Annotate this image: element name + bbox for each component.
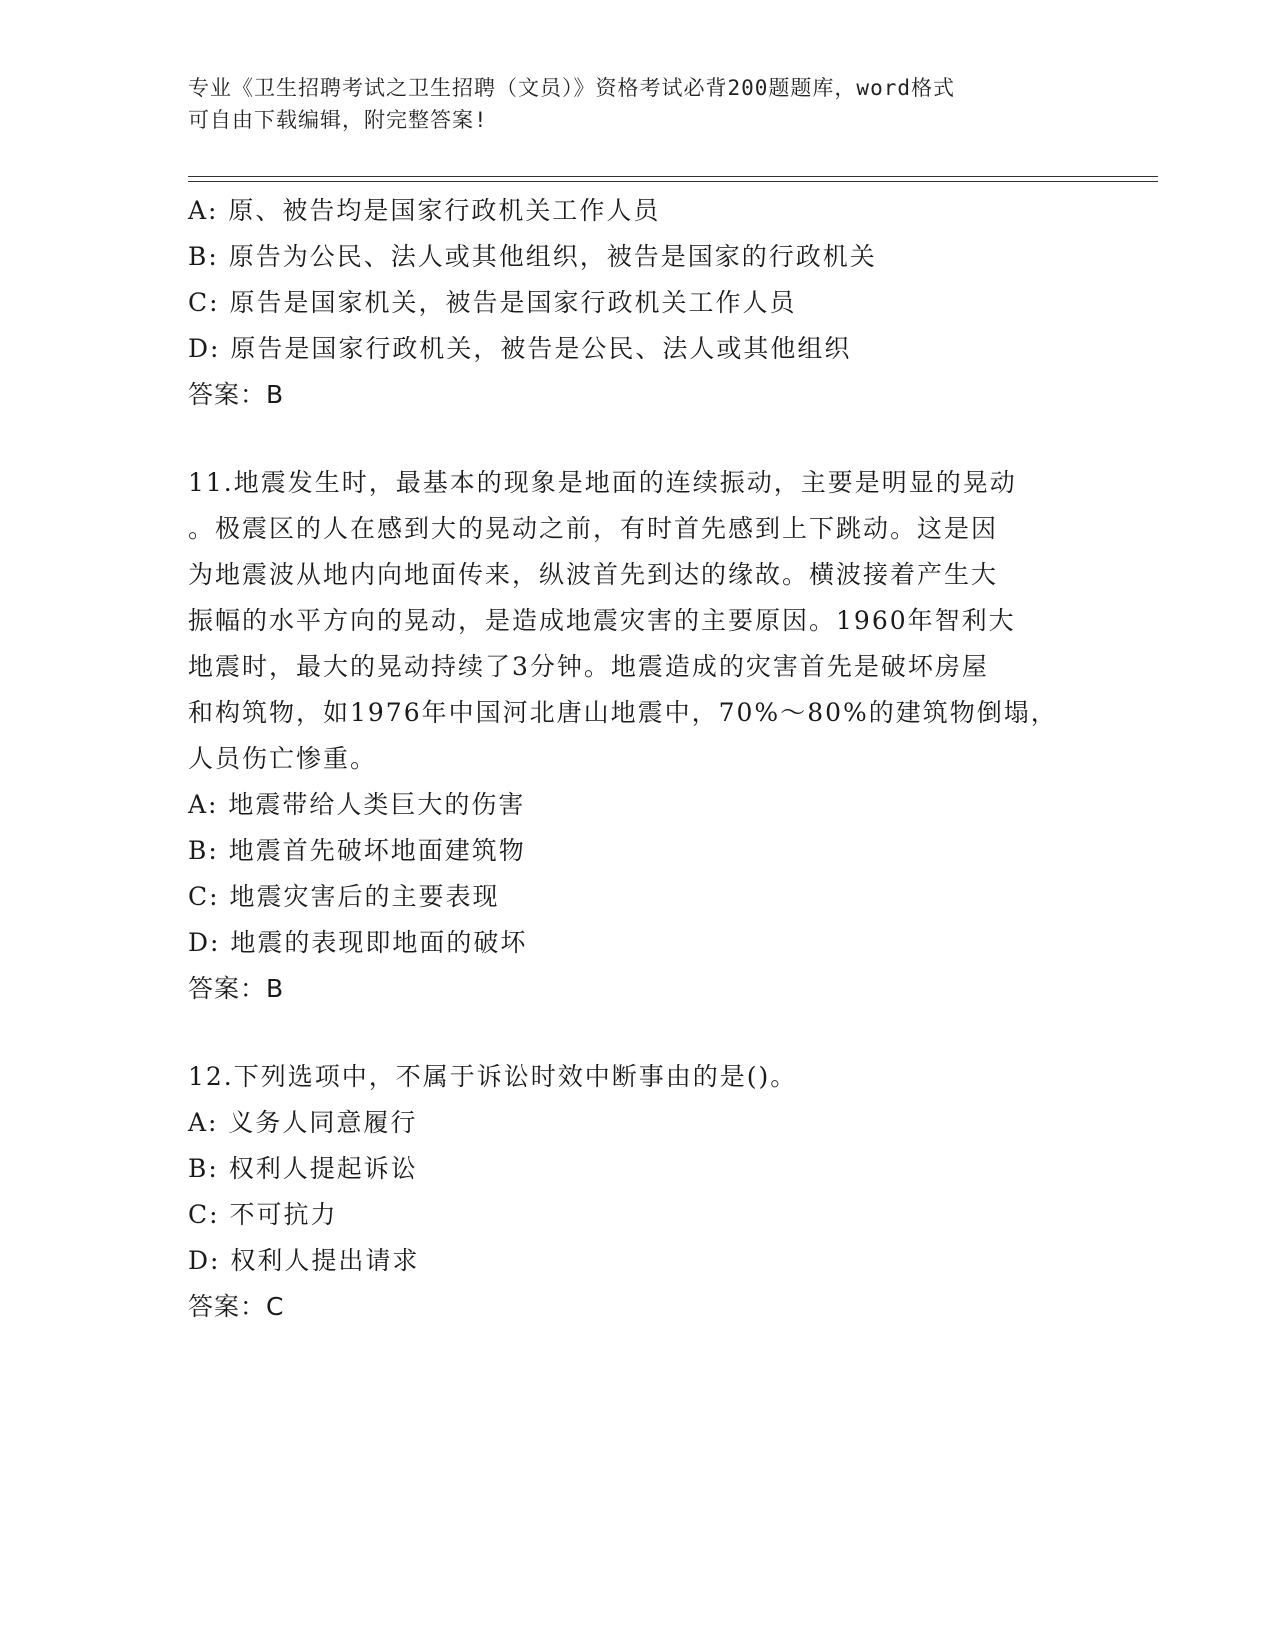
question-12 [188, 1054, 1088, 1330]
document-body [188, 188, 1088, 1330]
option-c: C: 原告是国家机关，被告是国家行政机关工作人员 [188, 288, 797, 317]
header-line-1: 专业《卫生招聘考试之卫生招聘（文员）》资格考试必背200题题库，word格式 [188, 76, 955, 100]
question-10 [188, 188, 1088, 418]
question-stem-line: 和构筑物，如1976年中国河北唐山地震中，70%～80%的建筑物倒塌， [188, 698, 1058, 727]
option-c: C: 地震灾害后的主要表现 [188, 882, 500, 911]
answer-line: 答案：C [188, 1292, 285, 1321]
question-stem-line: 地震时，最大的晃动持续了3分钟。地震造成的灾害首先是破坏房屋 [188, 652, 989, 681]
option-b: B: 地震首先破坏地面建筑物 [188, 836, 526, 865]
option-d: D: 地震的表现即地面的破坏 [188, 928, 528, 957]
spacer [188, 418, 1088, 460]
option-a: A: 原、被告均是国家行政机关工作人员 [188, 196, 661, 225]
question-stem: 12.下列选项中，不属于诉讼时效中断事由的是()。 [188, 1062, 798, 1091]
question-stem-line: 为地震波从地内向地面传来，纵波首先到达的缘故。横波接着产生大 [188, 560, 999, 589]
question-stem-line: 振幅的水平方向的晃动，是造成地震灾害的主要原因。1960年智利大 [188, 606, 1016, 635]
option-a: A: 义务人同意履行 [188, 1108, 418, 1137]
question-11 [188, 460, 1088, 1012]
option-a: A: 地震带给人类巨大的伤害 [188, 790, 526, 819]
spacer [188, 1012, 1088, 1054]
option-b: B: 权利人提起诉讼 [188, 1154, 418, 1183]
option-c: C: 不可抗力 [188, 1200, 338, 1229]
header-divider-top [188, 176, 1158, 177]
question-stem-line: 人员伤亡惨重。 [188, 744, 378, 773]
answer-line: 答案：B [188, 380, 285, 409]
question-stem-line: 。极震区的人在感到大的晃动之前，有时首先感到上下跳动。这是因 [188, 514, 999, 543]
option-b: B: 原告为公民、法人或其他组织，被告是国家的行政机关 [188, 242, 877, 271]
question-stem-line: 11.地震发生时，最基本的现象是地面的连续振动，主要是明显的晃动 [188, 468, 1017, 497]
document-header [188, 72, 1068, 136]
answer-line: 答案：B [188, 974, 285, 1003]
header-line-2: 可自由下载编辑，附完整答案! [188, 108, 488, 132]
option-d: D: 原告是国家行政机关，被告是公民、法人或其他组织 [188, 334, 852, 363]
option-d: D: 权利人提出请求 [188, 1246, 420, 1275]
header-divider-bottom [188, 181, 1158, 182]
